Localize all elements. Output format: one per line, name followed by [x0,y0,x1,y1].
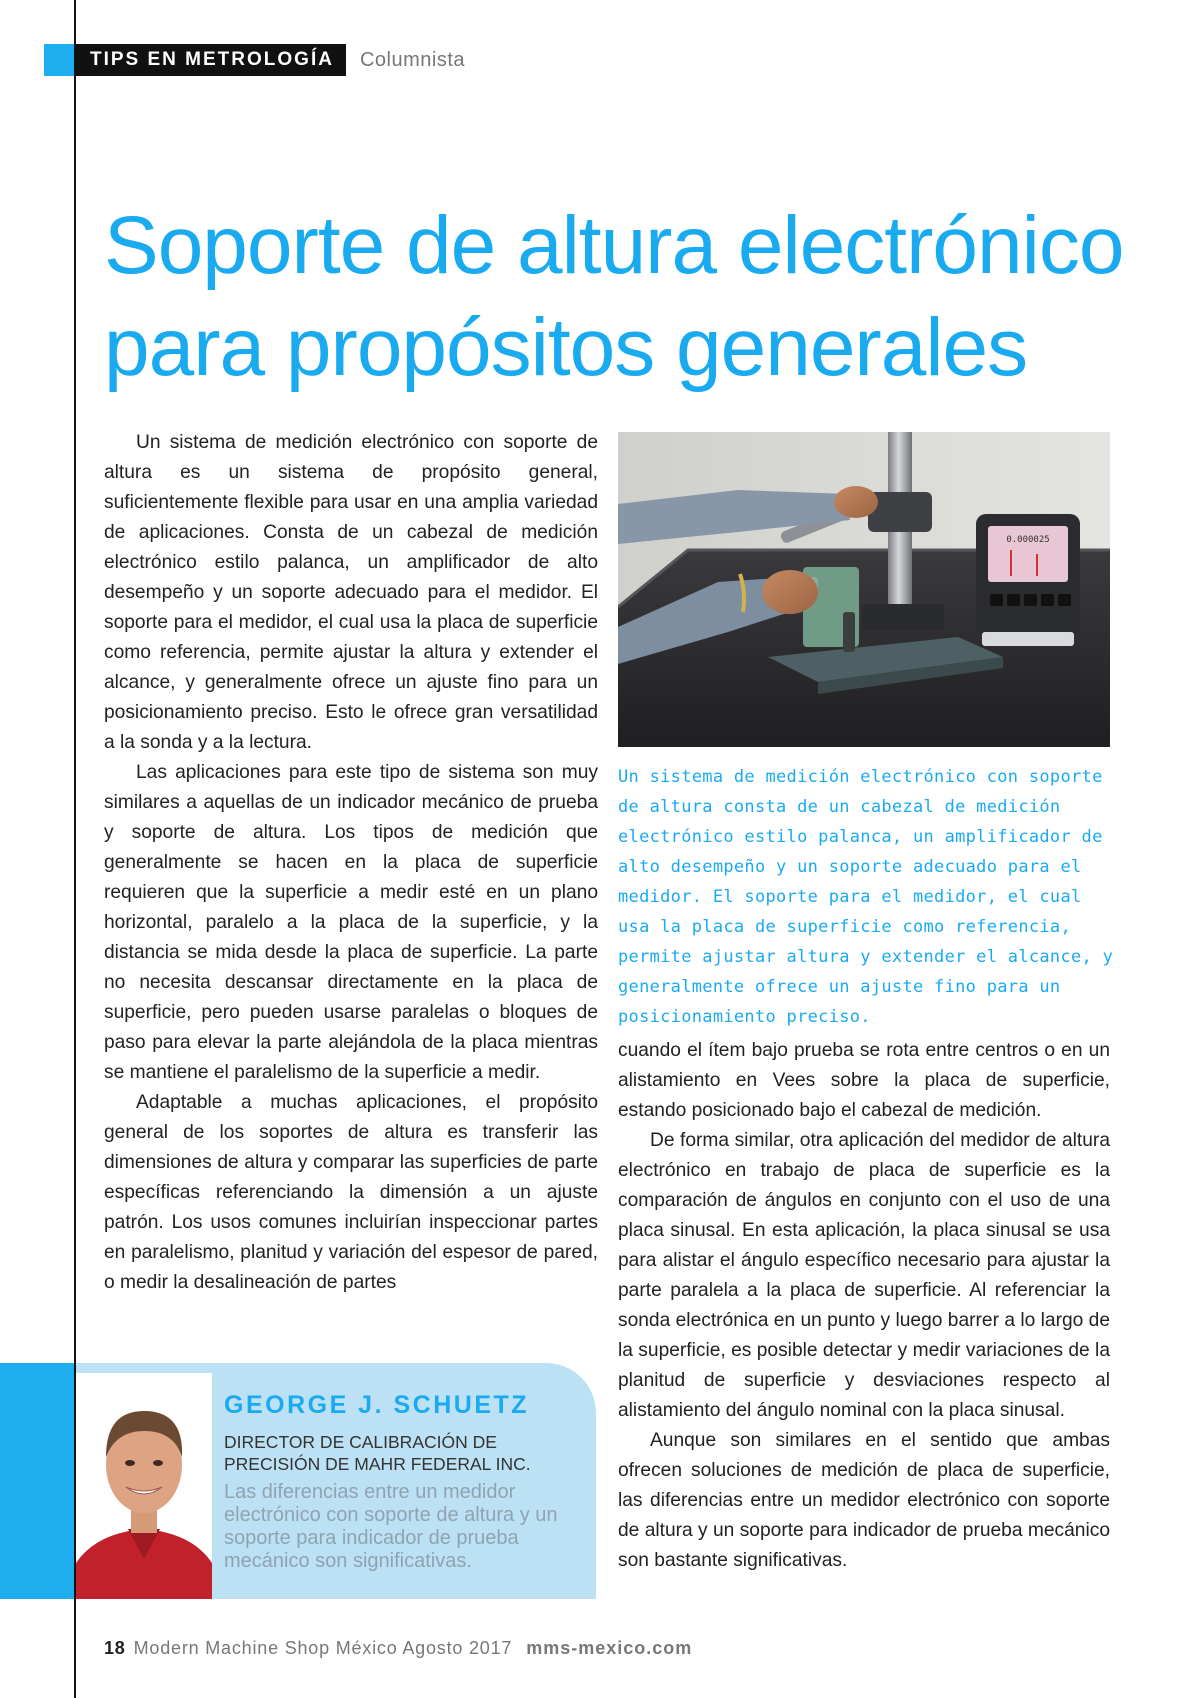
author-role-line-2: PRECISIÓN DE MAHR FEDERAL INC. [224,1454,531,1474]
paragraph: Adaptable a muchas aplicaciones, el propósito general de los soportes de altura es transferir las dimensiones de altura y comparar las superficies de parte específicas referenciando la dimensión a un ajuste patrón. Los usos comunes incluirían inspeccionar partes en paralelismo, planitud y variación del espesor de pared, o medir la desalineación de partes [104,1092,598,1293]
paragraph: Las aplicaciones para este tipo de sistema son muy similares a aquellas de un indicador mecánico de prueba y soporte de altura. Los tipos de medición que generalmente se hacen en la placa de superficie requieren que la superficie a medir esté en un plano horizontal, paralelo a la placa de la superficie, y la distancia se mida desde la placa de superficie. La parte no necesita descansar directamente en la placa de superficie, pero pueden usarse paralelas o bloques de paso para elevar la parte alejándola de la placa mientras se mantiene el paralelismo de la superficie a medir. [104,762,598,1083]
photo-caption: Un sistema de medición electrónico con soporte de altura consta de un cabezal de medición electrónico estilo palanca, un amplificador de alto desempeño y un soporte adecuado para el medidor. El soporte para el medidor, el cual usa la placa de superficie como referencia, permite ajustar altura y extender el alcance, y generalmente ofrece un ajuste fino para un posicionamiento preciso. [618,767,1114,1027]
title-line-1: Soporte de altura electrónico [104,200,1124,291]
author-role-line-1: DIRECTOR DE CALIBRACIÓN DE [224,1432,497,1452]
author-name: GEORGE J. SCHUETZ [224,1391,530,1419]
section-accent-bar [44,44,74,76]
author-bio [76,1363,596,1599]
paragraph: Un sistema de medición electrónico con soporte de altura es un sistema de propósito general, suficientemente flexible para usar en una amplia variedad de aplicaciones. Consta de un cabezal de medición electrónico estilo palanca, un amplificador de alto desempeño y un soporte adecuado para el medidor. El soporte para el medidor, el cual usa la placa de superficie como referencia, permite ajustar la altura y extender el alcance, y generalmente ofrece un ajuste fino para un posicionamiento preciso. Esto le ofrece gran versatilidad a la sonda y a la lectura. [104,432,598,753]
left-column [104,428,598,1298]
title-line-2: para propósitos generales [104,302,1028,393]
height-gage-illustration [618,432,1110,747]
section-label: TIPS EN METROLOGÍA [74,44,346,76]
author-quote: Las diferencias entre un medidor electrónico con soporte de altura y un soporte para indicador de prueba mecánico son significativas. [224,1481,558,1572]
display-reading: 0.000025 [1006,535,1050,545]
bio-accent-bar [0,1363,74,1599]
paragraph: cuando el ítem bajo prueba se rota entre centros o en un alistamiento en Vees sobre la placa de superficie, estando posicionado bajo el cabezal de medición. [618,1040,1110,1121]
page-number: 18 [104,1638,126,1658]
author-avatar [76,1373,212,1599]
paragraph: De forma similar, otra aplicación del medidor de altura electrónico en trabajo de placa de superficie es la comparación de ángulos en conjunto con el uso de una placa sinusal. En esta aplicación, la placa sinusal se usa para alistar el ángulo específico necesario para ajustar la parte paralela a la placa de superficie. Al referenciar la sonda electrónica en un punto y luego barrer a lo largo de la superficie, es posible detectar y medir variaciones de la planitud de superficie y desviaciones respecto al alistamiento del ángulo nominal con la placa sinusal. [618,1130,1110,1421]
right-column [618,1036,1110,1576]
author-role [224,1431,531,1475]
article-title [104,195,1184,399]
section-sublabel: Columnista [359,48,465,71]
section-header [44,44,465,76]
website-url: mms-mexico.com [526,1638,693,1658]
page-footer [104,1638,692,1659]
publication-name: Modern Machine Shop México Agosto 2017 [133,1638,513,1658]
article-photo [618,432,1110,747]
paragraph: Aunque son similares en el sentido que ambas ofrecen soluciones de medición de placa de superficie, las diferencias entre un medidor electrónico con soporte de altura y un soporte para indicador de prueba mecánico son bastante significativas. [618,1430,1110,1571]
